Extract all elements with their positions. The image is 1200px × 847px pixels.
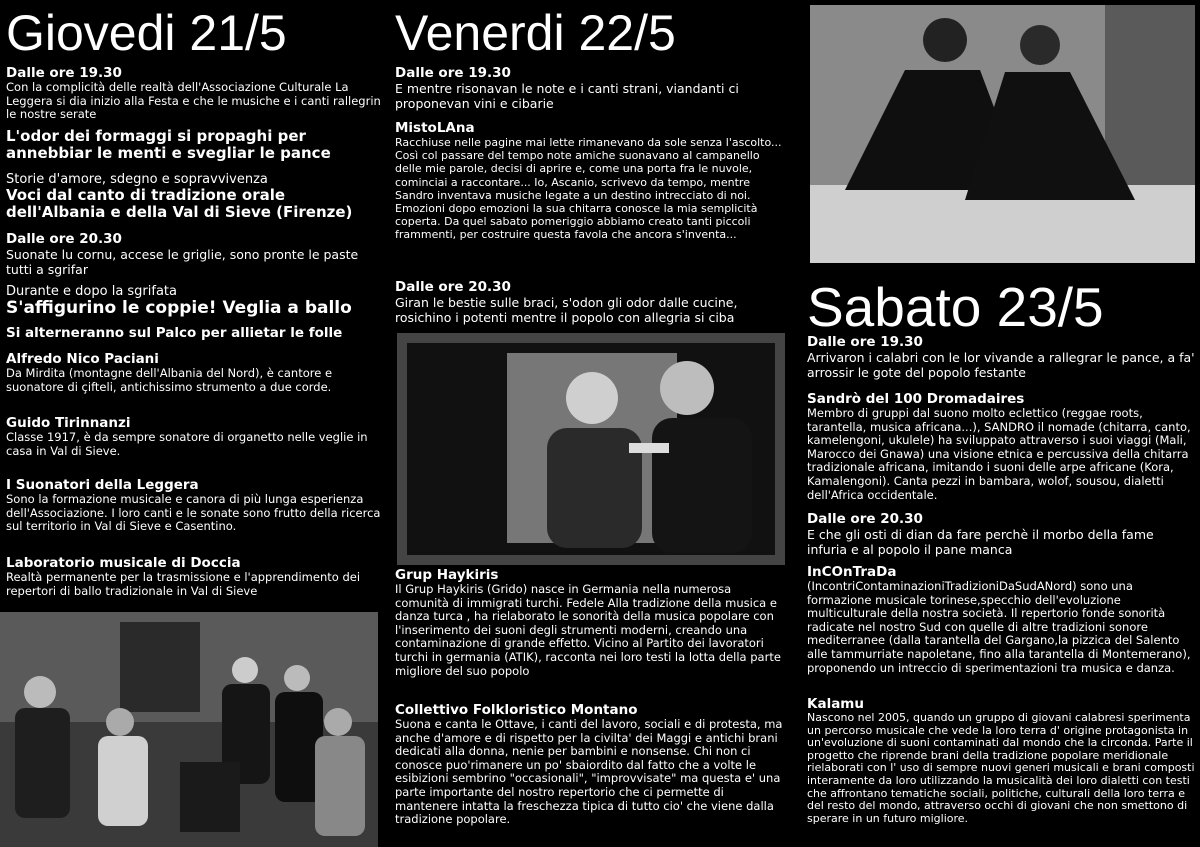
block-text: S'affigurino le coppie! Veglia a ballo	[6, 298, 352, 318]
time-heading: Dalle ore 19.30	[6, 65, 122, 81]
artist-sandro-dromadaires	[807, 392, 1196, 502]
artist-description: Classe 1917, è da sempre sonatore di organetto nelle veglie in casa in Val di Sieve.	[6, 430, 368, 458]
artist-name: MistoLAna	[395, 120, 475, 136]
artist-tirinnanzi	[6, 416, 381, 458]
artist-name: Kalamu	[807, 696, 864, 712]
artist-description: (IncontriContaminazioniTradizioniDaSudANord) sono una formazione musicale torinese,specchio dell'evoluzione multiculturale della nostra società. Il repertorio fonde sonorità radicate nel nostro Sud con quelle di altre tradizioni sonore mediterranee (dalla tarantella del Gargano,la pizzica del Salento alle tammurriate napoletane, fino alla tarantella di Montemerano), proponendo un intreccio di sperimentazioni tra musica e danza.	[807, 579, 1191, 675]
thursday-block-3	[6, 172, 381, 221]
artist-description: Suona e canta le Ottave, i canti del lavoro, sociali e di protesta, ma anche d'amore e di rispetto per la civilta' dei Maggi e antichi brani dedicati alla donna, nenie per bambini e nonsense. Chi non ci conosce puo'rimanere un po' sbaiordito dal fatto che a volte le esibizioni sembrino "occasionali", "improvvisate" ma questa e' una parte importante del nostro repertorio che ci permette di mantenere intatta la freschezza tipica di tutto cio' che viene dalla tradizione popolare.	[395, 717, 783, 827]
block-text: E mentre risonavan le note e i canti strani, viandanti ci proponevan vini e cibarie	[395, 81, 739, 111]
photo-family-gathering	[0, 612, 378, 847]
friday-block-1	[395, 66, 784, 111]
artist-description: Il Grup Haykiris (Grido) nasce in Germania nella numerosa comunità di immigrati turchi. Fedele Alla tradizione della musica e danza turca , ha rielaborato le sonorità della musica popolare con l'inserimento dei suoni degli strumenti moderni, creando una contaminazione di grande effetto. Vicino al Partito dei lavoratori turchi in germania (ATIK), racconta nei loro testi la lotta della parte migliore del suo popolo	[395, 582, 781, 678]
thursday-block-4	[6, 232, 381, 277]
artist-description: Sono la formazione musicale e canora di più lunga esperienza dell'Associazione. I loro canti e le sonate sono frutto della ricerca sul territorio in Val di Sieve e Casentino.	[6, 492, 381, 534]
friday-block-2	[395, 280, 784, 325]
friday-title: Venerdi 22/5	[395, 5, 676, 61]
block-subtitle: Storie d'amore, sdegno e sopravvivenza	[6, 172, 268, 187]
artist-mistolana	[395, 121, 784, 242]
artist-name: Sandrò del 100 Dromadaires	[807, 391, 1025, 407]
thursday-block-2	[6, 128, 381, 162]
artist-name: I Suonatori della Leggera	[6, 477, 199, 493]
artist-nico-paciani	[6, 352, 381, 394]
time-heading: Dalle ore 20.30	[807, 511, 923, 527]
artist-name: Laboratorio musicale di Doccia	[6, 555, 241, 571]
block-subtitle: Durante e dopo la sgrifata	[6, 284, 177, 299]
artist-suonatori-leggera	[6, 478, 381, 534]
artist-name: InCOnTraDa	[807, 564, 897, 580]
thursday-block-6	[6, 326, 381, 341]
thursday-block-1	[6, 66, 381, 122]
saturday-block-2	[807, 512, 1196, 557]
artist-collettivo-montano	[395, 703, 784, 827]
artist-description: Racchiuse nelle pagine mai lette rimanevano da sole senza l'ascolto... Così col passare del tempo note amiche suonavano al campanello delle mie parole, decisi di aprire e, come una porta fra le nuvole, cominciai a raccontare... Io, Ascanio, scrivevo da tempo, mentre Sandro inventava musiche legate a un destino intrecciato di noi. Emozioni dopo emozioni la sua chitarra conosce la mia semplicità coperta. Da quel sabato pomeriggio abbiamo creato tanti piccoli frammenti, per costruire questa favola che ancora s'inventa...	[395, 136, 782, 242]
artist-kalamu	[807, 697, 1196, 825]
artist-grup-haykiris	[395, 568, 784, 678]
block-text: Suonate lu cornu, accese le griglie, sono pronte le paste tutti a sgrifar	[6, 247, 359, 277]
saturday-block-1	[807, 335, 1196, 380]
time-heading: Dalle ore 20.30	[6, 231, 122, 247]
block-text: Giran le bestie sulle braci, s'odon gli odor dalle cucine, rosichino i potenti mentre il popolo con allegria si ciba	[395, 295, 738, 325]
block-text: L'odor dei formaggi si propaghi per annebbiar le menti e svegliar le pance	[6, 127, 331, 162]
block-text: Si alterneranno sul Palco per allietar le folle	[6, 325, 343, 341]
photo-dancing-couple	[397, 333, 785, 565]
artist-description: Membro di gruppi dal suono molto eclettico (reggae roots, tarantella, musica africana...), SANDRO il nomade (chitarra, canto, kamelengoni, ukulele) ha sviluppato attraverso i suoi viaggi (Mali, Marocco dei Gnawa) una visione etnica e percussiva della chitarra tradizionale africana, imitando i suoni delle arpe africane (Kora, Kamalengoni). Canta pezzi in bambara, wolof, sousou, dialetti dell'Africa occidentale.	[807, 406, 1191, 502]
artist-name: Grup Haykiris	[395, 567, 499, 583]
saturday-title: Sabato 23/5	[807, 276, 1104, 338]
artist-laboratorio-doccia	[6, 556, 381, 598]
block-text: E che gli osti di dian da fare perchè il morbo della fame infuria e al popolo il pane manca	[807, 527, 1154, 557]
time-heading: Dalle ore 19.30	[807, 334, 923, 350]
time-heading: Dalle ore 20.30	[395, 279, 511, 295]
artist-name: Collettivo Folkloristico Montano	[395, 702, 638, 718]
time-heading: Dalle ore 19.30	[395, 65, 511, 81]
artist-incontrada	[807, 565, 1196, 675]
photo-dancing-women	[805, 0, 1200, 268]
block-text: Con la complicità delle realtà dell'Associazione Culturale La Leggera si dia inizio alla Festa e che le musiche e i canti rallegrin le nostre serate	[6, 80, 381, 122]
thursday-block-5	[6, 284, 381, 318]
block-text: Voci dal canto di tradizione orale dell'Albania e della Val di Sieve (Firenze)	[6, 186, 353, 221]
artist-description: Da Mirdita (montagne dell'Albania del Nord), è cantore e suonatore di çifteli, antichissimo strumento a due corde.	[6, 366, 333, 394]
artist-name: Alfredo Nico Paciani	[6, 351, 159, 367]
artist-description: Realtà permanente per la trasmissione e l'apprendimento dei repertori di ballo tradizionale in Val di Sieve	[6, 570, 361, 598]
artist-name: Guido Tirinnanzi	[6, 415, 131, 431]
block-text: Arrivaron i calabri con le lor vivande a rallegrar le pance, a fa' arrossir le gote del popolo festante	[807, 350, 1195, 380]
thursday-title: Giovedi 21/5	[6, 5, 287, 61]
artist-description: Nascono nel 2005, quando un gruppo di giovani calabresi sperimenta un percorso musicale che vede la loro terra d' origine protagonista in un'evoluzione di suoni contaminati dal mondo che la circonda. Parte il progetto che riprende brani della tradizione popolare meridionale rielaborati con l' uso di sempre nuovi generi musicali e brani composti interamente da loro utilizzando la musicalità dei loro dialetti con testi che affrontano tematiche sociali, politiche, culturali della loro terra e del resto del mondo, attraverso occhi di giovani che non smettono di sperare in un futuro migliore.	[807, 711, 1195, 825]
